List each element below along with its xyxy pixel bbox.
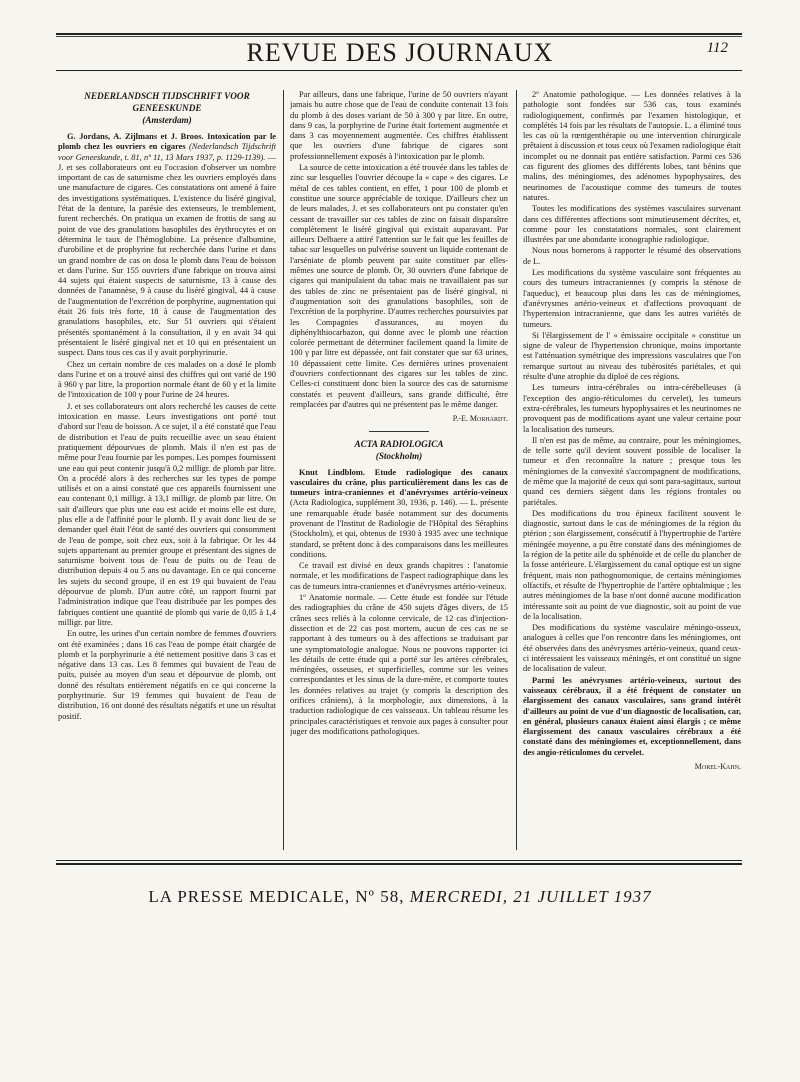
article-paragraph: Des modifications du système vasculaire méningo-osseux, analogues à celles que l'on rencontre dans les méningiomes, ont été observées dans des anévrysmes artério-veineux, quand ceux-ci intéressaient les vaisseaux méningés, et ont constitué un signe de localisation de valeur.	[523, 623, 741, 674]
publication-footer	[0, 887, 800, 907]
article-body: — J. et ses collaborateurs ont eu l'occasion d'observer un nombre important de cas de saturnisme chez les ouvriers employés dans une manufacture de cigares. Ces constatations ont amené à faire des investigations systématiques. L'existence du liséré gingival, l'état de la denture, la parésie des extenseurs, le tremblement, furent recherchés. On pratiqua un examen de frottis de sang au point de vue des granulations basophiles des érythrocytes et on détermina le taux de l'hémoglobine. La présence d'albumine, d'urobiline et de prophyrine fut recherchée dans l'urine et dans un grand nombre de cas on dosa le plomb dans l'eau de boisson et dans l'urine. Sur 155 ouvriers d'une fabrique on trouva ainsi 44 sujets qui étaient suspects de saturnisme, 13 à cause des données de l'anamnèse, 9 à cause du liséré gingival, 44 à cause de l'augmentation de l'excrétion de porphyrine, augmentation qui était 26 fois très forte, 18 à cause de l'augmentation des granulations basophiles, etc. Sur 51 ouvriers qui s'étaient présentés spontanément à la consultation, il y en avait 34 qui présentaient le liséré gingival net et 10 qui en présentaient un suspect. Dans tous ces cas il y avait porphyrinurie.	[58, 152, 276, 358]
article-paragraph: 2º Anatomie pathologique. — Les données relatives à la pathologie sont fondées sur 536 cas, tous examinés radiologiquement, confirmés par l'examen histologique, et complétés 14 fois par les résultats de l'autopsie. L. a éliminé tous les cas où la rœntgenthérapie ou une intervention chirurgicale prêtaient à discussion et tous ceux où l'examen radiologique était incomplet ou ne donnait pas entière satisfaction. Parmi ces 536 cas figurent des gliomes des différents lobes, tant bénins que malins, des méningiomes, des adénomes hypophysaires, des neurinomes de l'acoustique comme des tumeurs de toutes natures.	[523, 90, 741, 202]
journal-place: (Stockholm)	[375, 450, 423, 461]
article-paragraph: Par ailleurs, dans une fabrique, l'urine de 50 ouvriers n'ayant jamais bu autre chose que de l'eau de conduite contenait 13 fois du plomb à des doses variant de 50 à 300 γ par litre. En outre, dans 9 cas, la porphyrine de l'urine était fortement augmentée et dans 3 cas moyennement augmentée. Ces chiffres établissent que les ouvriers d'une fabrique de cigares sont professionnellement exposés à l'intoxication par le plomb.	[290, 90, 508, 161]
footer-rule-thick	[56, 863, 742, 865]
article-paragraph: Les tumeurs intra-cérébrales ou intra-cérébelleuses (à l'exception des angio-réticulomes du cervelet), les tumeurs extra-cérébrales, les tumeurs hypophysaires et les neurinomes ne provoquent pas de modifications ayant une valeur certaine pour la localisation des tumeurs.	[523, 383, 741, 434]
issue-number: Nº 58,	[355, 887, 405, 906]
article-paragraph: La source de cette intoxication a été trouvée dans les tables de zinc sur lesquelles l'ouvrier découpe la « cape » des cigares. Le métal de ces tables contient, en effet, 1 pour 100 de plomb et constitue une source appréciable de toxique. D'ailleurs chez un de leurs malades, J. et ses collaborateurs ont pu constater qu'en cessant de travailler sur ces tables de zinc on faisait disparaître complètement le liséré gingival qui existait auparavant. Par ailleurs Delbaere a attiré l'attention sur le fait que les feuilles de tabac sur lesquelles on pulvérise souvent un liquide contenant de l'arséniate de plomb peuvent par suite constituer par elles-mêmes une source de plomb. Or, 30 ouvriers d'une fabrique de cigares qui manipulaient du tabac mais ne travaillaient pas sur des tables de zinc ne présentaient pas de liséré gingival, ni d'augmentation soit des granulations basophiles, soit de l'excrétion de la porphyrine. D'autres recherches poursuivies par les Compagnies d'assurances, au moyen du diphénylthiocarbazon, qui donne avec le plomb une réaction colorée permettant de déterminer facilement quand la limite de 100 γ par litre est dépassée, ont fait constater que sur 63 urines, 10 dépassaient cette limite. Ces dernières urines provenaient d'ouvriers confectionnant des cigares sur les tables de zinc. Celles-ci constituent donc bien la source des cas de saturnisme constatés et peuvent d'ailleurs, sans grande difficulté, être remplacées par d'autres qui ne présentent pas le même danger.	[290, 163, 508, 409]
top-rule-thin	[56, 36, 742, 37]
article-paragraph: Les modifications du système vasculaire sont fréquentes au cours des tumeurs intracraniennes (y compris la sténose de l'aqueduc), et beaucoup plus dans les cas de méningiomes, d'anévrysmes artério-veineux et d'affections provoquant de l'hypertension intracranienne, que dans les autres variétés de tumeurs.	[523, 268, 741, 329]
page-number: 112	[706, 40, 728, 56]
article-paragraph: 1º Anatomie normale. — Cette étude est fondée sur l'étude des radiographies du crâne de 450 sujets d'âges divers, de 15 crânes secs reliés à la colonne cervicale, de 12 cas d'injection-dissection et de 22 cas post mortem, aucun de ces cas ne se rapportant à des tumeurs ou à des affections se traduisant par une symptomatologie analogue. Nous ne pouvons rapporter ici les détails de cette étude qui a porté sur les artères cérébrales, méningées, osseuses, et superficielles, comme sur les veines correspondantes et les sinus de la dure-mère, et comporte toutes les données relatives au trajet (y compris la description des orifices crâniens), à la morphologie, aux dimensions, à la traduction radiologique de ces vaisseaux. Un tableau résume les principales caractéristiques et renvoie aux pages à consulter pour juger des modifications pathologiques.	[290, 593, 508, 736]
column-1	[58, 90, 276, 850]
author-signature: P.-E. Morhardt.	[452, 414, 508, 424]
journal-place: (Amsterdam)	[142, 115, 192, 125]
journal-name: NEDERLANDSCH TIJDSCHRIFT VOOR GENEESKUNDE	[84, 91, 250, 113]
column-divider-2	[516, 90, 517, 850]
article-paragraph	[58, 132, 276, 359]
publication-date: MERCREDI, 21 JUILLET 1937	[409, 887, 652, 906]
article-heading: G. Jordans, A. Zijlmans et J. Broos. Intoxication par le plomb chez les ouvriers en cigares	[58, 132, 276, 152]
author-signature: Morel-Kahn.	[694, 762, 741, 771]
article-paragraph: Toutes les modifications des systèmes vasculaires survenant dans ces différentes affections sont minutieusement décrites, et, comme pour les constatations normales, sont clairement illustrées par une abondante iconographie radiologique.	[523, 204, 741, 245]
article-paragraph: Si l'élargissement de l' « émissaire occipitale » constitue un signe de valeur de l'hypertension chronique, moins importante est l'atténuation symétrique des impressions vasculaires que l'on remarque surtout au niveau des tubérosités pariétales, et qui résulte d'une atrophie du diploé de ces régions.	[523, 330, 741, 382]
article-paragraph: Il n'en est pas de même, au contraire, pour les méningiomes, de telle sorte qu'il devient souvent possible de localiser la tumeur et d'en reconnaître la nature ; presque tous les méningiomes de la convexité s'accompagnent de modifications, de même que la majorité de ceux qui sont para-sagittaux, surtout quand ces derniers siègent dans les régions frontales ou pariétales.	[523, 435, 741, 507]
column-2	[290, 90, 508, 850]
page-title: REVUE DES JOURNAUX	[246, 38, 554, 67]
article-paragraph: Parmi les anévrysmes artério-veineux, surtout des vaisseaux cérébraux, il a été fréquent de constater un élargissement des canaux vasculaires, sans grand intérêt d'ailleurs au point de vue d'un diagnostic de localisation, car, en général, plusieurs canaux étaient ainsi élargis ; ce même élargissement des canaux vasculaires cérébraux a été constaté dans des méningiomes et, exceptionnellement, dans des angio-réticulomes du cervelet.	[523, 675, 741, 757]
journal-name: ACTA RADIOLOGICA	[354, 438, 444, 449]
publication-name: LA PRESSE MEDICALE,	[148, 887, 351, 906]
footer-rule	[56, 860, 742, 861]
article-paragraph: Des modifications du trou épineux facilitent souvent le diagnostic, surtout dans le cas de méningiomes de la région du ptérion ; son élargissement, consécutif à l'hypertrophie de l'artère méningée moyenne, a pu être constaté dans des méningiomes de la région de la petite aile du sphénoïde et de celle du plancher de la fosse antérieure. L'élargissement du canal optique est un signe fréquent, mais non pathognomonique, de certains méningiomes olfactifs, et résulte de l'hypertrophie de l'artère ophtalmique ; les autres méningiomes de la base n'ont donné aucune modification intéressante soit au point de vue diagnostic, soit au point de vue de la localisation.	[523, 508, 741, 621]
article-heading: Knut Lindblom. Etude radiologique des canaux vasculaires du crâne, plus particulièrement dans les cas de tumeurs intra-craniennes et d'anévrysmes artério-veineux	[290, 467, 508, 498]
column-3	[523, 90, 741, 850]
column-divider-1	[283, 90, 284, 850]
article-paragraph: Nous nous bornerons à rapporter le résumé des observations de L.	[523, 246, 741, 266]
article-paragraph: Ce travail est divisé en deux grands chapitres : l'anatomie normale, et les modifications de l'aspect radiographique dans les cas de tumeurs intra-craniennes et d'anévrysmes artério-veineux.	[290, 561, 508, 591]
article-body: (Acta Radiologica, supplément 30, 1936, p. 146). — L. présente une remarquable étude basée notamment sur des documents provenant de l'Institut de Radiologie de l'Hôpital des Séraphins (Stockholm), et qui, obtenus de 1930 à 1935 avec une technique standard, se prêtent donc à des comparaisons dans les meilleures conditions.	[290, 498, 508, 559]
article-paragraph	[290, 468, 508, 561]
article-paragraph: J. et ses collaborateurs ont alors recherché les causes de cette intoxication en masse. Leurs investigations ont porté tout d'abord sur l'eau de boisson. A ce sujet, il a été constaté que l'eau de distribution et l'eau de puits recueillie avec un seau étaient pratiquement dépourvues de plomb. Mais il n'en est pas de même pour l'eau fournie par les pompes. Les pompes fournissent une eau qui peut contenir jusqu'à 0,2 milligr. de plomb par litre. On a procédé alors à des recherches sur les types de pompe utilisés et on a ainsi constaté que ces appareils fournissent une eau contenant 0,1 milligr. à 13,1 milligr. de plomb par litre. On sait d'ailleurs que plus une eau est acide et moins elle est dure, plus elle a de l'affinité pour le plomb. Il y avait donc lieu de se demander quel était l'état de santé des ouvriers qui consomment de l'eau de pompe, soit chez eux, soit à la fabrique. Or les 44 sujets appartenant au premier groupe et présentant des signes de saturnisme boivent tous de l'eau de puits ou de l'eau de distribution depuis 4 ou 5 ans ou davantage. En ce qui concerne les sujets du second groupe, il en est 19 qui buvaient de l'eau dépourvue de plomb. D'un autre côté, un rapport fourni par l'administration indique que l'eau distribuée par les pompes des fabriques contient une quantité de plomb qui varie de 0,05 à 1,4 milligr. par litre.	[58, 401, 276, 627]
section-separator	[369, 431, 429, 432]
header-rule	[56, 70, 742, 71]
article-reference: (Nederlandsch Tijdschrift voor Geneeskunde, t. 81, nº 11, 13 Mars 1937, p. 1129-1139).	[58, 142, 276, 162]
top-rule	[56, 33, 742, 35]
article-paragraph: En outre, les urines d'un certain nombre de femmes d'ouvriers ont été examinées ; dans 16 cas l'eau de pompe était chargée de plomb et la porphyrinurie a été nettement positive dans 3 cas et négative dans 13 cas. Les 8 femmes qui buvaient de l'eau de puits, puisée au moyen d'un seau et dépourvue de plomb, ont donné des résultats entièrement négatifs en ce qui concerne la porphyrinurie. Sur 19 femmes qui buvaient de l'eau de distribution, 16 ont donné des résultats négatifs et une un résultat positif.	[58, 629, 276, 721]
article-paragraph: Chez un certain nombre de ces malades on a dosé le plomb dans l'urine et on a trouvé ainsi des chiffres qui ont varié de 190 à 960 γ par litre, la proportion normale étant de 60 γ et la limite de l'intoxication de 100 γ pour l'urine de 24 heures.	[58, 359, 276, 400]
